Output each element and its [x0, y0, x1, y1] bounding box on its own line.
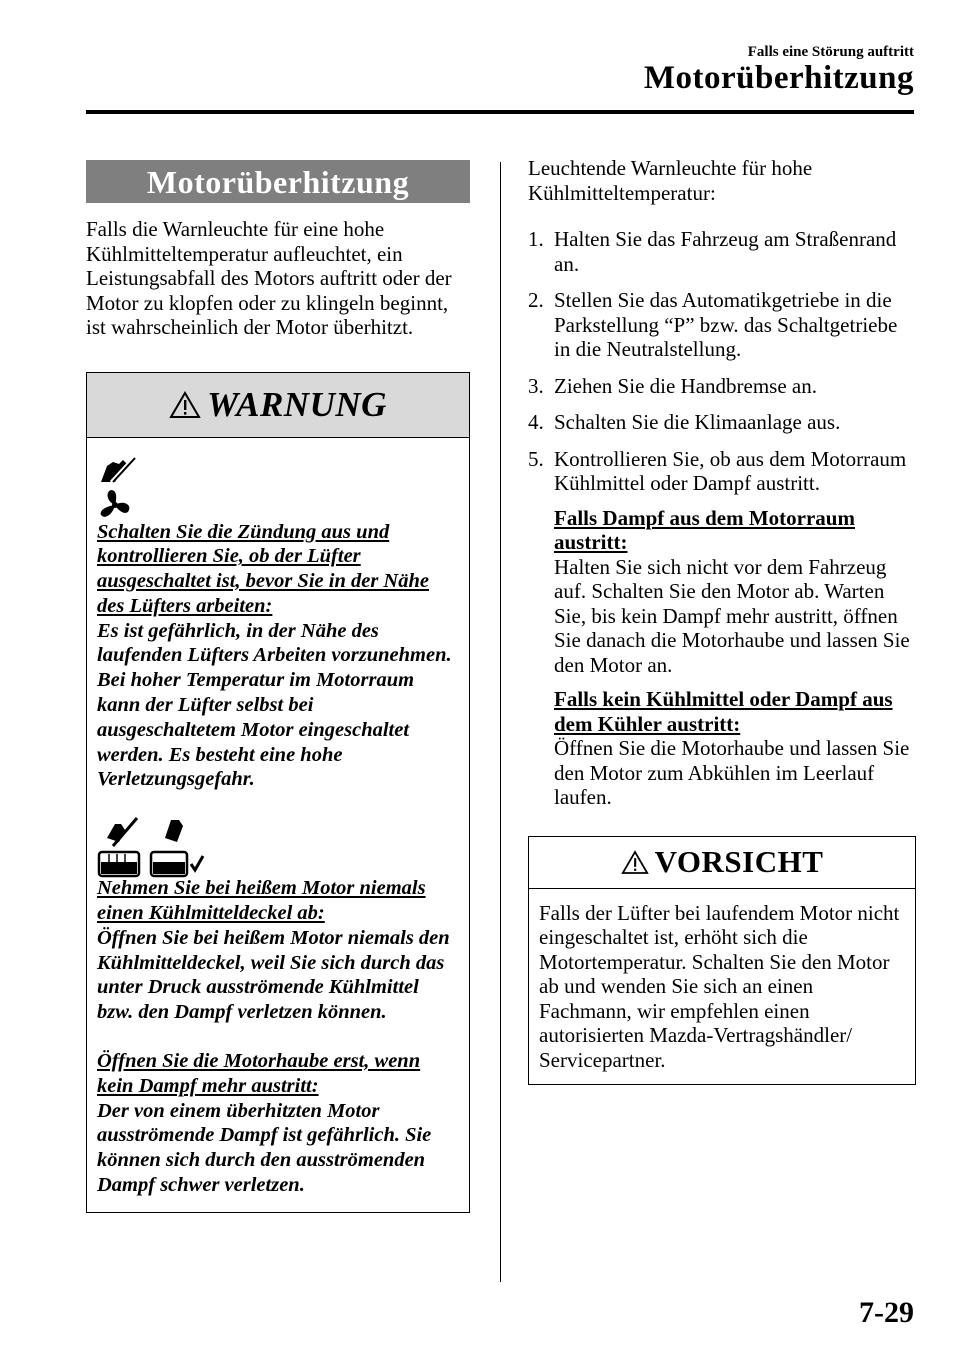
left-column	[86, 160, 470, 1213]
warning-p2-heading: Nehmen Sie bei heißem Motor niemals einen Kühlmitteldeckel ab:	[97, 877, 426, 925]
sub-steam-text: Halten Sie sich nicht vor dem Fahrzeug auf. Schalten Sie den Motor ab. Warten Sie, bis kein Dampf mehr austritt, öffnen Sie danach die Motorhaube und lassen Sie den Motor an.	[554, 554, 910, 677]
header-rule	[86, 110, 914, 114]
page-number: 7-29	[859, 1296, 914, 1329]
sub-no-steam-text: Öffnen Sie die Motorhaube und lassen Sie den Motor zum Abkühlen im Leerlauf laufen.	[554, 736, 910, 809]
list-item: 4. Schalten Sie die Klimaanlage aus.	[528, 410, 841, 434]
no-hand-icon	[97, 452, 137, 486]
list-item: 2. Stellen Sie das Automatikgetriebe in die Parkstellung “P” bzw. das Schaltgetriebe in die Neutralstellung.	[528, 288, 898, 361]
warning-p1-heading: Schalten Sie die Zündung aus und kontrollieren Sie, ob der Lüfter ausgeschaltet ist, bevor Sie in der Nähe des Lüfters arbeiten:	[97, 520, 429, 617]
header-section: Falls eine Störung auftritt	[747, 44, 914, 60]
column-divider	[500, 162, 501, 1282]
warning-p3-text: Der von einem überhitzten Motor ausströmende Dampf ist gefährlich. Sie können sich durch den ausströmenden Dampf schwer verletzen.	[97, 1099, 432, 1197]
warning-header	[87, 373, 469, 438]
list-item: 3. Ziehen Sie die Handbremse an.	[528, 373, 817, 398]
sub-steam	[554, 506, 916, 678]
sub-no-steam	[554, 687, 916, 810]
caution-title: VORSICHT	[654, 843, 824, 879]
caution-header	[529, 837, 915, 889]
warning-p2-text: Öffnen Sie bei heißem Motor niemals den Kühlmitteldeckel, weil Sie sich durch das unter Druck ausströmende Kühlmittel bzw. den Dampf verletzen können.	[97, 926, 450, 1024]
caution-box	[528, 836, 916, 1086]
sub-steam-title: Falls Dampf aus dem Motorraum austritt:	[554, 505, 855, 554]
caution-text: Falls der Lüfter bei laufendem Motor nicht eingeschaltet ist, erhöht sich die Motortemperatur. Schalten Sie den Motor ab und wenden Sie sich an einen Fachmann, wir empfehlen einen autorisierten Mazda-Vertragshändler/ Servicepartner.	[539, 900, 900, 1072]
no-open-cap-icon	[97, 816, 143, 878]
coolant-icons	[97, 816, 457, 878]
warning-triangle-icon	[169, 391, 201, 419]
section-title: Motorüberhitzung	[86, 160, 470, 203]
list-item: 1. Halten Sie das Fahrzeug am Straßenrand an.	[528, 227, 897, 276]
sub-no-steam-title: Falls kein Kühlmittel oder Dampf aus dem Kühler austritt:	[554, 687, 893, 736]
intro-text: Falls die Warnleuchte für eine hohe Kühlmitteltemperatur aufleuchtet, ein Leistungsabfall des Motors auftritt oder der Motor zu klopfen oder zu klingeln beginnt, ist wahrscheinlich der Motor überhitzt.	[86, 217, 452, 339]
warning-p3-heading: Öffnen Sie die Motorhaube erst, wenn kein Dampf mehr austritt:	[97, 1050, 421, 1097]
list-item: 5. Kontrollieren Sie, ob aus dem Motorraum Kühlmittel oder Dampf austritt.	[528, 446, 907, 495]
warning-box	[86, 372, 470, 1213]
caution-triangle-icon	[621, 850, 649, 875]
open-cap-when-cool-icon	[149, 816, 207, 878]
steps-list	[528, 227, 916, 496]
warning-p1-text: Es ist gefährlich, in der Nähe des laufenden Lüfters Arbeiten vorzunehmen. Bei hoher Temperatur im Motorraum kann der Lüfter selbst bei ausgeschaltetem Motor eingeschaltet werden. Es besteht eine hohe Verletzungsgefahr.	[97, 619, 452, 791]
warning-title: WARNUNG	[207, 384, 387, 424]
fan-icon	[97, 488, 133, 522]
right-column	[528, 156, 916, 1085]
right-intro: Leuchtende Warnleuchte für hohe Kühlmitteltemperatur:	[528, 156, 813, 205]
warning-body	[87, 438, 469, 1212]
header-title: Motorüberhitzung	[643, 60, 914, 96]
